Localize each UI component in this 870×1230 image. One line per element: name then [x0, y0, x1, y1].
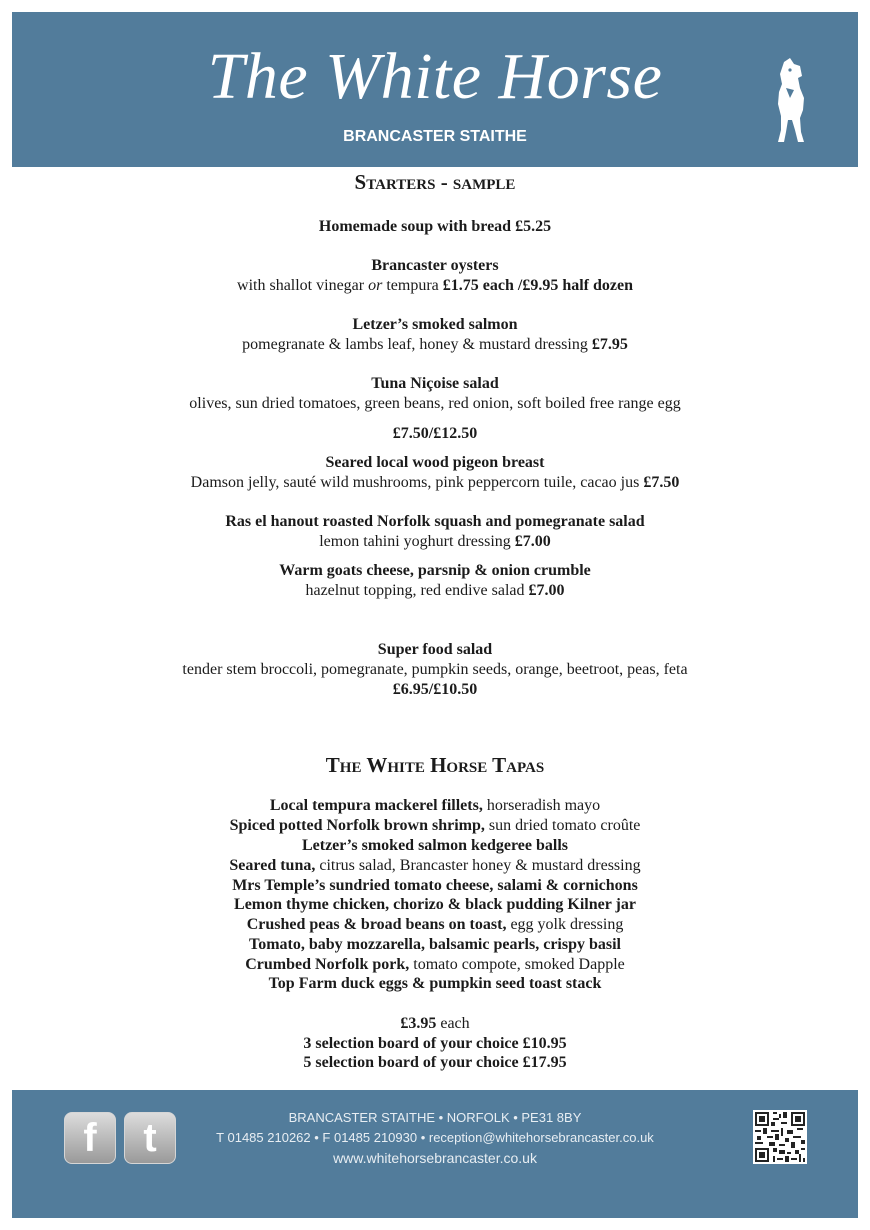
horse-logo-icon — [770, 58, 812, 144]
tapas-item: Mrs Temple’s sundried tomato cheese, salami & cornichons — [232, 877, 638, 894]
menu-item-superfood-name: Super food salad — [377, 641, 493, 658]
tapas-item: Tomato, baby mozzarella, balsamic pearls, crispy basil — [249, 936, 621, 953]
footer-address: BRANCASTER STAITHE • NORFOLK • PE31 8BY — [288, 1110, 582, 1125]
menu-item-soup: Homemade soup with bread £5.25 — [318, 218, 552, 235]
page-title: The White Horse — [207, 40, 663, 113]
tapas-item: Crushed peas & broad beans on toast, egg yolk dressing — [246, 916, 624, 933]
menu-item-goats-cheese-name: Warm goats cheese, parsnip & onion crumble — [279, 562, 591, 579]
tapas-item: Top Farm duck eggs & pumpkin seed toast stack — [268, 975, 602, 992]
tapas-item: Letzer’s smoked salmon kedgeree balls — [301, 837, 569, 854]
tapas-item: Crumbed Norfolk pork, tomato compote, smoked Dapple — [245, 956, 625, 973]
tapas-item: Lemon thyme chicken, chorizo & black pudding Kilner jar — [234, 896, 636, 913]
menu-item-nicoise-price: £7.50/£12.50 — [392, 425, 478, 442]
footer-website[interactable]: www.whitehorsebrancaster.co.uk — [333, 1150, 537, 1166]
twitter-icon[interactable]: t — [124, 1112, 176, 1164]
tapas-board-3: 3 selection board of your choice £10.95 — [303, 1035, 567, 1052]
tapas-board-5: 5 selection board of your choice £17.95 — [303, 1054, 567, 1071]
menu-item-salmon-desc: pomegranate & lambs leaf, honey & mustard dressing £7.95 — [242, 336, 628, 353]
menu-item-pigeon-desc: Damson jelly, sauté wild mushrooms, pink peppercorn tuile, cacao jus £7.50 — [190, 474, 680, 491]
tapas-heading: The White Horse Tapas — [325, 753, 545, 777]
starters-heading: Starters - sample — [354, 170, 516, 194]
menu-item-superfood-desc: tender stem broccoli, pomegranate, pumpkin seeds, orange, beetroot, peas, feta — [182, 661, 688, 678]
menu-item-squash-name: Ras el hanout roasted Norfolk squash and pomegranate salad — [225, 513, 645, 530]
menu-item-salmon-name: Letzer’s smoked salmon — [352, 316, 518, 333]
page-subtitle: BRANCASTER STAITHE — [343, 128, 527, 145]
menu-item-goats-cheese-desc: hazelnut topping, red endive salad £7.00 — [305, 582, 565, 599]
tapas-item: Seared tuna, citrus salad, Brancaster honey & mustard dressing — [229, 857, 641, 874]
menu-item-squash-desc: lemon tahini yoghurt dressing £7.00 — [319, 533, 551, 550]
tapas-item: Local tempura mackerel fillets, horseradish mayo — [269, 797, 601, 814]
facebook-icon[interactable]: f — [64, 1112, 116, 1164]
menu-item-nicoise-name: Tuna Niçoise salad — [371, 375, 499, 392]
menu-item-nicoise-desc: olives, sun dried tomatoes, green beans, red onion, soft boiled free range egg — [189, 395, 681, 412]
tapas-item: Spiced potted Norfolk brown shrimp, sun dried tomato croûte — [229, 817, 641, 834]
menu-item-oysters-desc: with shallot vinegar or tempura £1.75 each /£9.95 half dozen — [237, 277, 633, 294]
menu-item-oysters-name: Brancaster oysters — [371, 257, 499, 274]
tapas-each-price: £3.95 each — [400, 1015, 470, 1032]
menu-item-superfood-price: £6.95/£10.50 — [392, 681, 478, 698]
menu-item-pigeon-name: Seared local wood pigeon breast — [325, 454, 545, 471]
qr-code-icon[interactable] — [753, 1110, 807, 1164]
footer-contact[interactable]: T 01485 210262 • F 01485 210930 • reception@whitehorsebrancaster.co.uk — [216, 1130, 654, 1145]
